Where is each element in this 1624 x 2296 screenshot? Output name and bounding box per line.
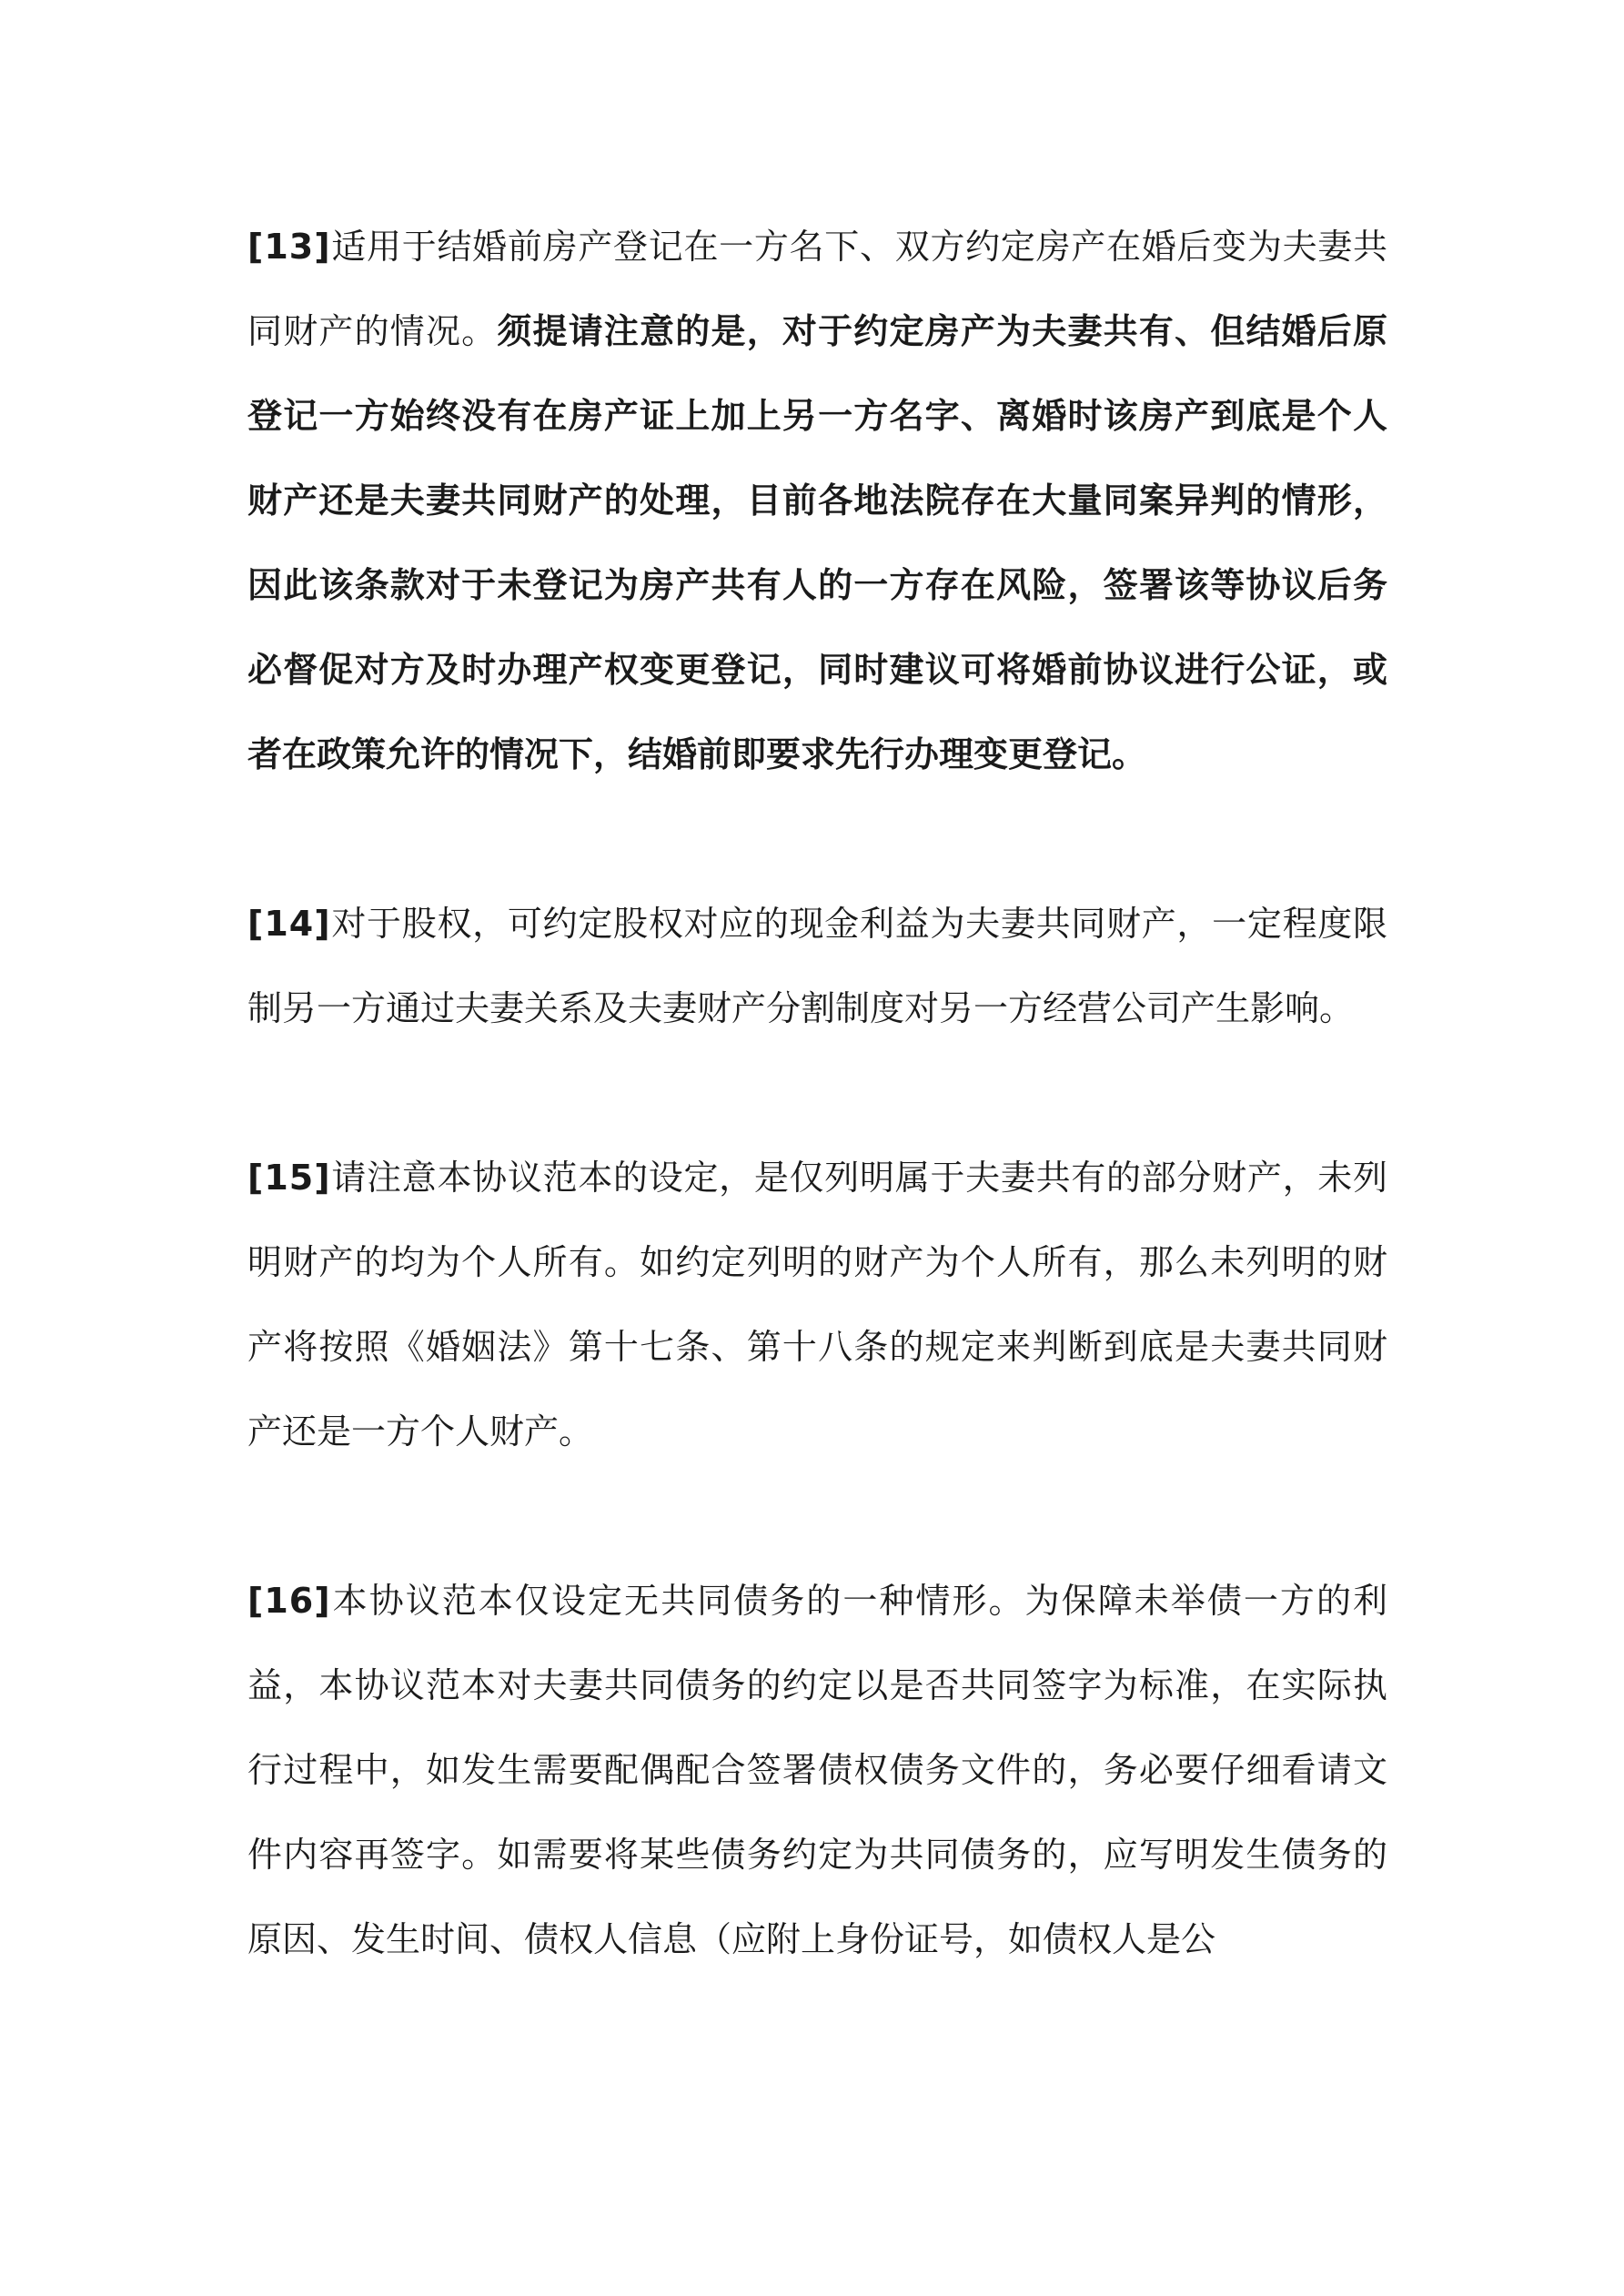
note-text: 适用于结婚前房产登记在一方名下、双方约定房产在婚后变为夫妻共同财产的情况。 — [247, 227, 1387, 351]
note-16 — [247, 1559, 1387, 1982]
note-emphasis: 须提请注意的是，对于约定房产为夫妻共有、但结婚后原登记一方始终没有在房产证上加上另一方名字、离婚时该房产到底是个人财产还是夫妻共同财产的处理，目前各地法院存在大量同案异判的情形，因此该条款对于未登记为房产共有人的一方存在风险，签署该等协议后务必督促对方及时办理产权变更登记，同时建议可将婚前协议进行公证，或者在政策允许的情况下，结婚前即要求先行办理变更登记。 — [247, 311, 1387, 774]
note-number: [13] — [247, 227, 331, 267]
note-14 — [247, 882, 1387, 1051]
document-body — [247, 205, 1387, 1982]
note-text: 本协议范本仅设定无共同债务的一种情形。为保障未举债一方的利益，本协议范本对夫妻共同债务的约定以是否共同签字为标准，在实际执行过程中，如发生需要配偶配合签署债权债务文件的，务必要仔细看请文件内容再签字。如需要将某些债务约定为共同债务的，应写明发生债务的原因、发生时间、债权人信息（应附上身份证号，如债权人是公 — [247, 1581, 1387, 1959]
note-text: 请注意本协议范本的设定，是仅列明属于夫妻共有的部分财产，未列明财产的均为个人所有。如约定列明的财产为个人所有，那么未列明的财产将按照《婚姻法》第十七条、第十八条的规定来判断到底是夫妻共同财产还是一方个人财产。 — [247, 1158, 1387, 1451]
note-text: 对于股权，可约定股权对应的现金利益为夫妻共同财产，一定程度限制另一方通过夫妻关系及夫妻财产分割制度对另一方经营公司产生影响。 — [247, 904, 1387, 1028]
note-number: [16] — [247, 1581, 331, 1621]
note-number: [14] — [247, 904, 331, 944]
note-number: [15] — [247, 1158, 331, 1198]
note-13 — [247, 205, 1387, 797]
note-15 — [247, 1136, 1387, 1474]
